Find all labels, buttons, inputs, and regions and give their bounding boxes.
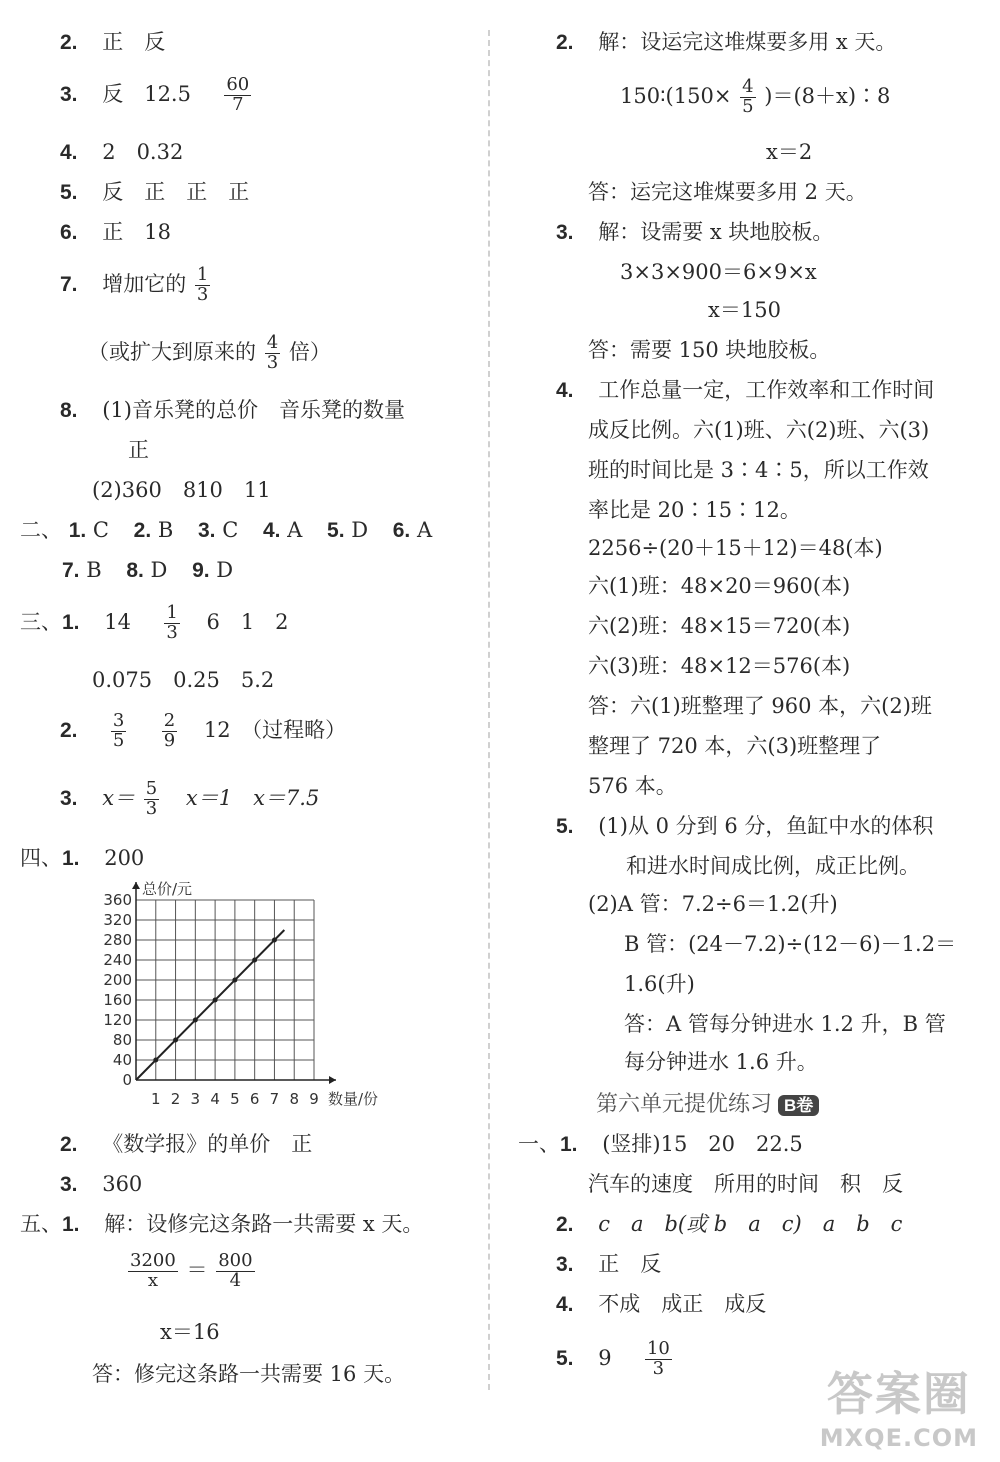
y-tick-label: 0 — [122, 1071, 132, 1089]
section-title: 第六单元提优练习 — [596, 1092, 773, 1117]
answer-text: D — [150, 558, 168, 582]
y-tick-label: 120 — [103, 1011, 132, 1029]
answer-text: 150∶(150× — [620, 83, 732, 108]
item-number: 2. — [60, 1133, 78, 1156]
item-number: 3. — [60, 786, 78, 810]
answer-text: 六(3)班：48×12＝576(本) — [588, 654, 851, 678]
new-section-answer-1 — [518, 1134, 803, 1155]
fraction: $\frac{4}{5}$ — [742, 76, 754, 117]
fraction: $\frac{800}{4}$ — [218, 1250, 253, 1291]
answer-text: 576 本。 — [588, 774, 677, 798]
answer-text: 9 — [598, 1345, 612, 1370]
equals-sign: ＝ — [186, 1257, 208, 1282]
item-number: 2. — [133, 519, 152, 542]
x-tick-label: 2 — [170, 1090, 181, 1108]
section-3-answer-2 — [60, 712, 346, 751]
answer-text: 360 — [102, 1172, 143, 1196]
answer-text: 成反比例。六(1)班、六(2)班、六(3) — [588, 418, 930, 442]
x-axis-arrow — [329, 1076, 336, 1084]
x-tick-label: 8 — [289, 1090, 299, 1108]
right-equation-2 — [620, 78, 890, 117]
answer-8 — [60, 400, 405, 421]
item-number: 2. — [60, 31, 78, 54]
answer-text: 工作总量一定，工作效率和工作时间 — [598, 378, 935, 402]
answer-text: 6 1 2 — [206, 609, 289, 634]
section-heading — [596, 1094, 819, 1116]
answer-text: 六(2)班：48×15＝720(本) — [588, 614, 851, 638]
answer-text: 答：运完这堆煤要多用 2 天。 — [588, 180, 867, 204]
answer-text: x＝16 — [160, 1320, 220, 1344]
answer-text: 3×3×900＝6×9×x — [620, 260, 817, 284]
x-tick-label: 1 — [151, 1090, 161, 1108]
answer-text: 《数学报》的单价 正 — [102, 1132, 313, 1156]
item-number: 3. — [60, 1173, 78, 1196]
data-point — [213, 998, 218, 1003]
answer-7-alt — [88, 334, 331, 373]
answer-5 — [60, 182, 249, 203]
y-tick-label: 280 — [103, 931, 132, 949]
new-section-answer-4 — [556, 1294, 766, 1315]
data-point — [193, 1018, 198, 1023]
item-number: 1. — [62, 610, 80, 634]
watermark-logo — [820, 1358, 978, 1452]
answer-text: c a b(或 b a c) a b c — [598, 1212, 903, 1236]
fraction: $\frac{5}{3}$ — [145, 778, 158, 819]
answer-text: x＝2 — [766, 140, 813, 164]
answer-text: 答：修完这条路一共需要 16 天。 — [92, 1362, 406, 1386]
x-tick-label: 3 — [190, 1090, 201, 1108]
item-number: 3. — [197, 519, 216, 542]
fraction: $\frac{10}{3}$ — [646, 1338, 670, 1379]
answer-text: 正 反 — [102, 30, 166, 54]
new-section-answer-2 — [556, 1214, 902, 1235]
answer-text: 反 12.5 — [102, 81, 191, 106]
item-number: 3. — [556, 1253, 574, 1276]
y-tick-label: 360 — [103, 891, 132, 909]
answer-text: 不成 成正 成反 — [598, 1292, 767, 1316]
answer-text: (2)A 管：7.2÷6＝1.2(升) — [588, 892, 838, 916]
answer-text: 200 — [104, 846, 145, 870]
y-tick-label: 80 — [112, 1031, 132, 1049]
section-3-answer-1 — [20, 604, 289, 643]
answer-text: (竖排)15 20 22.5 — [602, 1132, 803, 1156]
item-number: 8. — [60, 399, 78, 422]
new-section-answer-5 — [556, 1340, 674, 1379]
section-5-answer-1 — [20, 1214, 423, 1235]
answer-text: 2 0.32 — [102, 140, 184, 164]
answer-text: C — [222, 518, 239, 542]
fraction: $\frac{4}{3}$ — [266, 332, 279, 373]
right-answer-2 — [556, 32, 896, 53]
answer-text: 答：A 管每分钟进水 1.2 升，B 管 — [624, 1012, 946, 1036]
answer-7 — [60, 266, 212, 305]
x-axis-label: 数量/份 — [328, 1090, 379, 1108]
answer-3 — [60, 76, 253, 115]
y-tick-label: 40 — [112, 1051, 132, 1069]
item-number: 4. — [556, 1293, 574, 1316]
item-number: 9. — [192, 559, 210, 582]
answer-text: 0.075 0.25 5.2 — [92, 668, 275, 692]
answer-text: 12 （过程略） — [203, 717, 347, 742]
x-tick-label: 7 — [269, 1090, 280, 1108]
item-number: 7. — [62, 559, 80, 582]
answer-text: x＝150 — [708, 298, 781, 322]
answer-text: B — [157, 518, 174, 542]
x-tick-label: 5 — [230, 1090, 240, 1108]
answer-text: B — [86, 558, 102, 582]
section-prefix: 二、 — [20, 518, 62, 542]
item-number: 4. — [60, 141, 78, 164]
fraction: $\frac{3}{5}$ — [112, 710, 125, 751]
section-4-answer-1 — [20, 848, 144, 869]
answer-text: 汽车的速度 所用的时间 积 反 — [588, 1172, 903, 1196]
answer-text: 正 反 — [598, 1252, 662, 1276]
answer-text: 14 — [104, 609, 131, 634]
x-tick-label: 4 — [210, 1090, 220, 1108]
answer-text: 解：设修完这条路一共需要 x 天。 — [104, 1212, 424, 1236]
fraction: $\frac{2}{9}$ — [163, 710, 176, 751]
section-prefix: 三、 — [20, 609, 62, 634]
answer-text: 2256÷(20＋15＋12)＝48(本) — [588, 536, 883, 560]
right-answer-3 — [556, 222, 833, 243]
answer-text: （或扩大到原来的 — [88, 339, 256, 364]
answer-text: 和进水时间成比例，成正比例。 — [626, 854, 920, 878]
answer-text: 解：设需要 x 块地胶板。 — [598, 220, 834, 244]
data-point — [232, 978, 237, 983]
item-number: 5. — [556, 815, 574, 838]
answer-text: C — [92, 518, 109, 542]
y-tick-label: 200 — [103, 971, 132, 989]
y-tick-label: 320 — [103, 911, 132, 929]
section-4-answer-3 — [60, 1174, 142, 1195]
section-3-answer-3 — [60, 780, 319, 819]
answer-text: 答：六(1)班整理了 960 本，六(2)班 — [588, 694, 932, 718]
item-number: 2. — [556, 1213, 574, 1236]
answer-text: 班的时间比是 3∶4∶5，所以工作效 — [588, 458, 929, 482]
answer-text: x＝ — [102, 785, 136, 810]
answer-text: (1)从 0 分到 6 分，鱼缸中水的体积 — [598, 814, 934, 838]
item-number: 1. — [560, 1133, 578, 1156]
item-number: 7. — [60, 272, 78, 296]
item-number: 6. — [60, 221, 78, 244]
item-number: 5. — [60, 181, 78, 204]
item-number: 2. — [60, 718, 78, 742]
item-number: 6. — [392, 519, 411, 542]
data-point — [272, 938, 277, 943]
item-number: 5. — [327, 519, 345, 542]
section-prefix: 四、 — [20, 846, 62, 870]
section-2-row-1 — [20, 520, 432, 541]
y-tick-label: 240 — [103, 951, 132, 969]
right-answer-4 — [556, 380, 934, 401]
answer-text: D — [351, 518, 369, 542]
watermark-text: 答案圈 — [826, 1367, 971, 1421]
item-number: 2. — [556, 31, 574, 54]
item-number: 1. — [68, 519, 87, 542]
data-point — [252, 958, 257, 963]
item-number: 3. — [556, 221, 574, 244]
data-point — [173, 1038, 178, 1043]
answer-text: B 管：(24－7.2)÷(12－6)－1.2＝ — [624, 932, 957, 956]
new-section-answer-3 — [556, 1254, 661, 1275]
item-number: 1. — [62, 847, 80, 870]
answer-6 — [60, 222, 171, 243]
section-2-row-2 — [62, 560, 233, 581]
answer-text: A — [287, 518, 303, 542]
section-prefix: 五、 — [20, 1212, 62, 1236]
y-axis-label: 总价/元 — [142, 880, 193, 898]
right-answer-5 — [556, 816, 933, 837]
fraction: $\frac{1}{3}$ — [166, 602, 178, 643]
proportion-equation — [126, 1252, 257, 1291]
item-number: 4. — [556, 379, 574, 402]
answer-text: (2)360 810 11 — [92, 478, 271, 502]
section-prefix: 一、 — [518, 1132, 560, 1156]
x-tick-label: 9 — [309, 1090, 319, 1108]
answer-text: 增加它的 — [102, 271, 187, 296]
answer-text: 解：设运完这堆煤要多用 x 天。 — [598, 30, 897, 54]
item-number: 5. — [556, 1346, 574, 1370]
answer-text: D — [216, 558, 234, 582]
answer-4 — [60, 142, 183, 163]
series-line — [136, 930, 284, 1080]
answer-text: 每分钟进水 1.6 升。 — [624, 1050, 818, 1074]
y-axis-arrow — [132, 882, 140, 889]
item-number: 4. — [262, 519, 281, 542]
item-number: 3. — [60, 82, 78, 106]
item-number: 1. — [62, 1213, 80, 1236]
price-quantity-chart — [98, 880, 398, 1120]
answer-text: 答：需要 150 块地胶板。 — [588, 338, 831, 362]
section-4-answer-2 — [60, 1134, 312, 1155]
answer-text: 整理了 720 本，六(3)班整理了 — [588, 734, 882, 758]
data-point — [153, 1058, 158, 1063]
answer-text: (1)音乐凳的总价 音乐凳的数量 — [102, 398, 405, 422]
column-divider — [488, 30, 490, 1390]
answer-text: 正 18 — [102, 220, 171, 244]
answer-text: 倍） — [288, 339, 331, 364]
fraction: $\frac{1}{3}$ — [196, 264, 209, 305]
watermark-url: MXQE.COM — [819, 1424, 978, 1452]
answer-text: )＝(8＋x)∶8 — [764, 83, 891, 108]
answer-2 — [60, 32, 165, 53]
fraction: $\frac{60}{7}$ — [226, 74, 250, 115]
answer-text: 率比是 20∶15∶12。 — [588, 498, 801, 522]
answer-text: 反 正 正 正 — [102, 180, 250, 204]
answer-text: x＝1 x＝7.5 — [185, 785, 320, 810]
answer-text: 1.6(升) — [624, 972, 695, 996]
answer-text: A — [416, 518, 433, 542]
answer-text: 六(1)班：48×20＝960(本) — [588, 574, 851, 598]
answer-text: 正 — [128, 438, 149, 462]
fraction: $\frac{3200}{x}$ — [130, 1250, 176, 1291]
x-tick-label: 6 — [249, 1090, 260, 1108]
item-number: 8. — [126, 559, 144, 582]
y-tick-label: 160 — [103, 991, 132, 1009]
version-badge: B卷 — [778, 1095, 819, 1116]
